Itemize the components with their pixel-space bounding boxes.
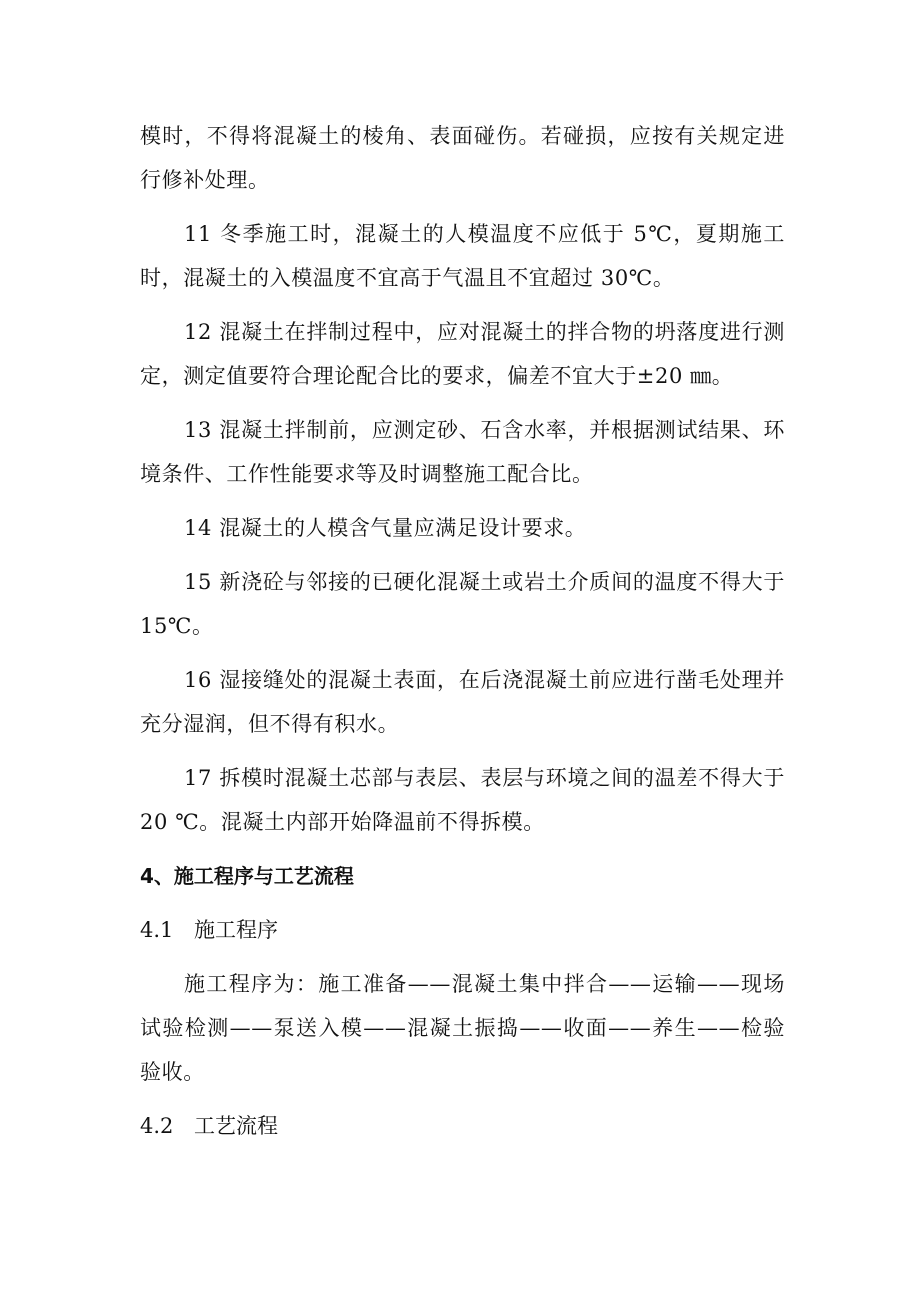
subsection-number: 4.2 (140, 1114, 174, 1138)
paragraph-item-13: 13 混凝土拌制前，应测定砂、石含水率，并根据测试结果、环境条件、工作性能要求等及时调整施工配合比。 (140, 418, 785, 486)
subsection-title: 工艺流程 (194, 1114, 278, 1138)
paragraph-item-14: 14 混凝土的人模含气量应满足设计要求。 (184, 516, 587, 540)
document-page (140, 114, 785, 1158)
paragraph-item-12: 12 混凝土在拌制过程中，应对混凝土的拌合物的坍落度进行测定，测定值要符合理论配合比的要求，偏差不宜大于±20 ㎜。 (140, 320, 785, 388)
paragraph-item-17: 17 拆模时混凝土芯部与表层、表层与环境之间的温差不得大于20 ℃。混凝土内部开始降温前不得拆模。 (140, 766, 785, 834)
paragraph-item-11: 11 冬季施工时，混凝土的人模温度不应低于 5℃，夏期施工时，混凝土的入模温度不宜高于气温且不宜超过 30℃。 (140, 222, 785, 290)
paragraph-item-15: 15 新浇砼与邻接的已硬化混凝土或岩土介质间的温度不得大于15℃。 (140, 570, 785, 638)
construction-sequence-paragraph: 施工程序为：施工准备——混凝土集中拌合——运输——现场试验检测——泵送入模——混凝土振捣——收面——养生——检验验收。 (140, 972, 785, 1084)
section-heading: 4、施工程序与工艺流程 (140, 864, 354, 888)
subsection-title: 施工程序 (194, 918, 278, 942)
subsection-4-2 (140, 1104, 785, 1148)
paragraph-continuation: 模时，不得将混凝土的棱角、表面碰伤。若碰损，应按有关规定进行修补处理。 (140, 124, 785, 192)
paragraph-item-16: 16 湿接缝处的混凝土表面，在后浇混凝土前应进行凿毛处理并充分湿润，但不得有积水。 (140, 668, 785, 736)
subsection-number: 4.1 (140, 918, 174, 942)
subsection-4-1 (140, 908, 785, 952)
